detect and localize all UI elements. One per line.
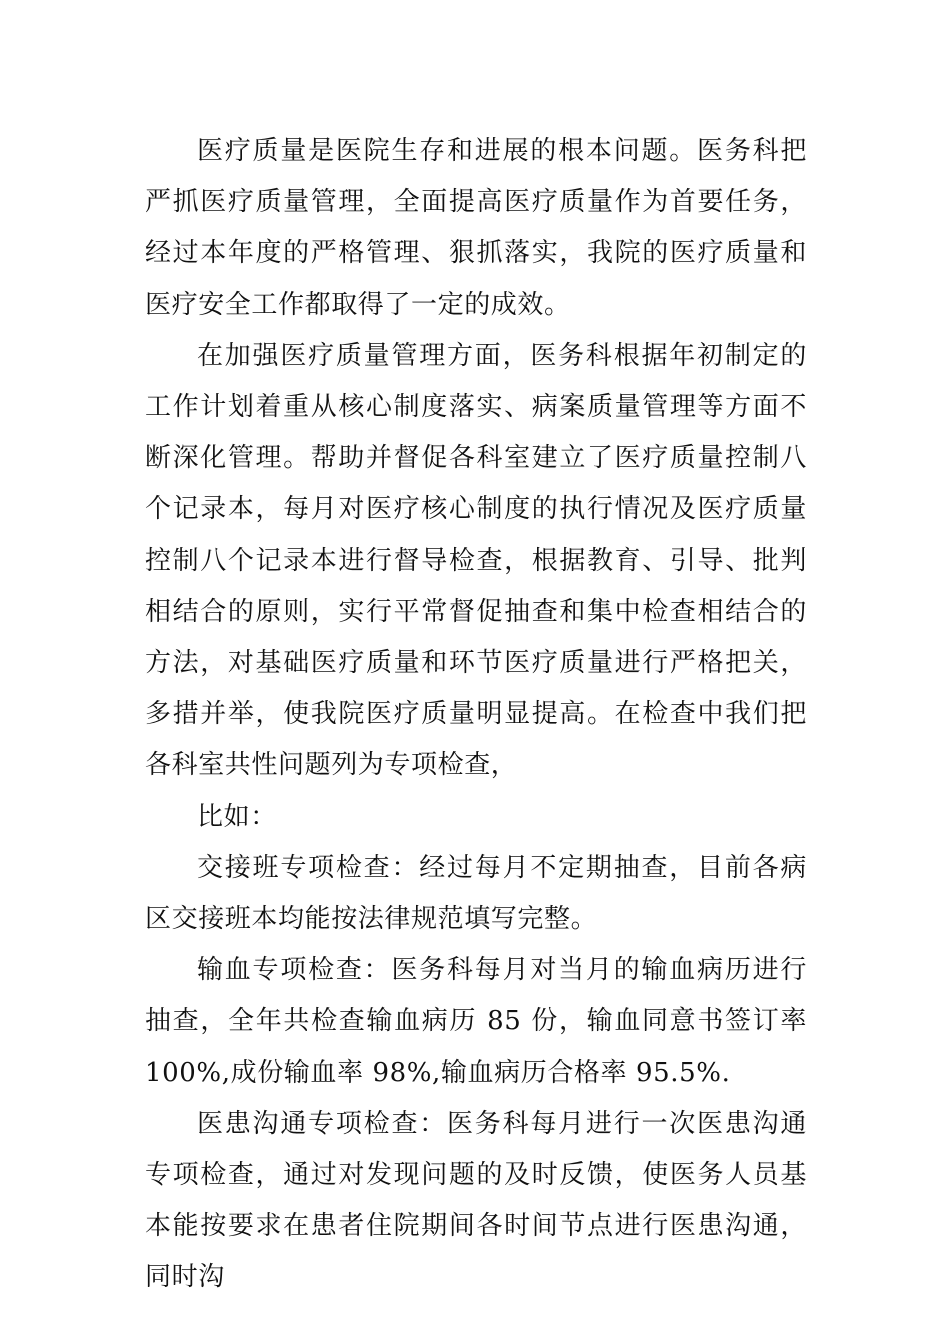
paragraph-quality-overview: 医疗质量是医院生存和进展的根本问题。医务科把严抓医疗质量管理，全面提高医疗质量作为首要任务，经过本年度的严格管理、狠抓落实，我院的医疗质量和医疗安全工作都取得了一定的成效。 [145, 136, 807, 320]
paragraph-shift-handover-check: 交接班专项检查：经过每月不定期抽查，目前各病区交接班本均能按法律规范填写完整。 [145, 852, 807, 935]
paragraph-doctor-patient-communication-check: 医患沟通专项检查：医务科每月进行一次医患沟通专项检查，通过对发现问题的及时反馈，使医务人员基本能按要求在患者住院期间各时间节点进行医患沟通，同时沟 [145, 1108, 807, 1293]
paragraph-blood-transfusion-check: 输血专项检查：医务科每月对当月的输血病历进行抽查，全年共检查输血病历 85 份，输血同意书签订率 100%,成份输血率 98%,输血病历合格率 95.5%. [145, 955, 807, 1088]
paragraph-for-example: 比如： [197, 801, 277, 832]
paragraph-quality-management: 在加强医疗质量管理方面，医务科根据年初制定的工作计划着重从核心制度落实、病案质量管理等方面不断深化管理。帮助并督促各科室建立了医疗质量控制八个记录本，每月对医疗核心制度的执行情况及医疗质量控制八个记录本进行督导检查，根据教育、引导、批判相结合的原则，实行平常督促抽查和集中检查相结合的方法，对基础医疗质量和环节医疗质量进行严格把关，多措并举，使我院医疗质量明显提高。在检查中我们把各科室共性问题列为专项检查， [145, 340, 807, 781]
document-body [145, 126, 807, 1304]
